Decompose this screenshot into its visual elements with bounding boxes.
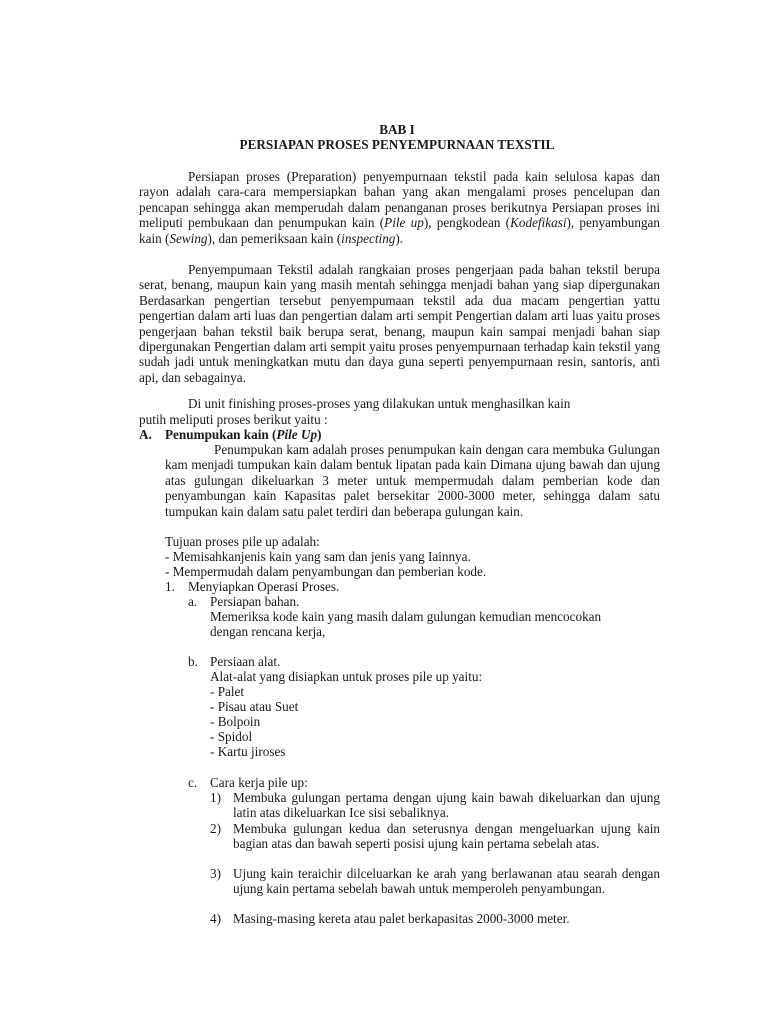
item-b-intro: Alat-alat yang disiapkan untuk proses pile up yaitu: [210, 669, 483, 684]
step-1-title: Menyiapkan Operasi Proses. [188, 579, 340, 594]
tujuan-title: Tujuan proses pile up adalah: [165, 534, 320, 549]
tool-item: - Bolpoin [210, 714, 261, 729]
definition-paragraph [139, 262, 660, 385]
item-c-title: Cara kerja pile up: [210, 775, 308, 790]
finishing-intro-line2: putih meliputi proses berikut yaitu : [139, 412, 328, 427]
item-a-line: dengan rencana kerja, [210, 624, 326, 639]
section-a-title-1: Penumpukan kain ( [165, 427, 277, 442]
work-step-marker: 4) [210, 911, 221, 926]
definition-text: Penyempumaan Tekstil adalah rangkaian proses pengerjaan pada bahan tekstil berupa serat, benang, maupun kain yang masih mentah sehingga menjadi bahan yang siap dipergunakan Berdasarkan pengertian tersebut penyempumaan tekstil ada dua macam pengertian yattu pengertian dalam arti luas dan pengertian dalam arti sempit Pengertian dalam arti luas yaitu proses pengerjaan bahan tekstil baik berupa serat, benang, maupun kain sampai menjadi bahan siap dipergunakan Pengertian dalam arti sempit yaitu proses penyempurnaan terhadap kain tekstil yang sudah jadi untuk meningkatkan mutu dan daya guna seperti penyempurnaan resin, santoris, anti api, dan sebagainya. [139, 262, 660, 385]
section-a-paragraph [165, 442, 660, 519]
intro-text-1: Persiapan proses (Preparation) penyempurnaan tekstil pada kain selulosa kapas dan rayon adalah cara-cara mempersiapkan bahan yang akan mengalami proses pencelupan dan pencapan sehingga akan memperudah dalam penanganan proses berikutnya Persiapan proses ini meliputi pembukaan dan penumpukan kain ( [139, 169, 660, 231]
work-step-marker: 2) [210, 821, 221, 836]
tool-item: - Kartu jiroses [210, 744, 286, 759]
step-1-marker: 1. [165, 579, 175, 594]
intro-paragraph [139, 169, 660, 246]
finishing-intro-line1: Di unit finishing proses-proses yang dilakukan untuk menghasilkan kain [188, 396, 571, 411]
term-kodefikasi: Kodefikasi [510, 215, 567, 231]
work-step-text: Membuka gulungan pertama dengan ujung kain bawah dikeluarkan dan ujung latin atas dikeluarkan Ice sisi sebaliknya. [233, 790, 660, 821]
tool-item: - Palet [210, 684, 245, 699]
chapter-title: PERSIAPAN PROSES PENYEMPURNAAN TEXSTIL [239, 137, 555, 152]
intro-text-2: ), pengkodean ( [423, 215, 511, 231]
term-sewing: Sewing [169, 230, 208, 246]
work-step-marker: 1) [210, 790, 221, 805]
tujuan-item: - Memisahkanjenis kain yang sam dan jenis yang Iainnya. [165, 549, 471, 564]
tujuan-item: - Mempermudah dalam penyambungan dan pemberian kode. [165, 564, 487, 579]
work-step-text: Membuka gulungan kedua dan seterusnya dengan mengeluarkan ujung kain bagian atas dan bawah seperti posisi ujung kain pertama sebelah atas. [233, 821, 660, 852]
tool-item: - Pisau atau Suet [210, 699, 299, 714]
chapter-label: BAB I [379, 122, 415, 137]
item-b-marker: b. [188, 654, 198, 669]
work-step-text: Ujung kain teraichir dilceluarkan ke arah yang berlawanan atau searah dengan ujung kain pertama sebelah bawah untuk memperoleh penyambungan. [233, 866, 660, 897]
intro-text-5: ). [395, 230, 404, 246]
intro-text-4: ), dan pemeriksaan kain ( [207, 230, 342, 246]
section-a-title-italic: Pile Up [276, 427, 318, 442]
item-a-line: Memeriksa kode kain yang masih dalam gulungan kemudian mencocokan [210, 609, 602, 624]
item-c-marker: c. [188, 775, 198, 790]
item-b-title: Persiaan alat. [210, 654, 281, 669]
tool-item: - Spidol [210, 729, 253, 744]
term-pile-up: Pile up [384, 215, 424, 231]
work-step-text: Masing-masing kereta atau palet berkapasitas 2000-3000 meter. [233, 911, 570, 926]
section-a-marker: A. [139, 427, 152, 442]
work-step-marker: 3) [210, 866, 221, 881]
term-inspecting: inspecting [341, 230, 396, 246]
section-a-heading [165, 427, 321, 442]
section-a-text: Penumpukan kam adalah proses penumpukan kain dengan cara membuka Gulungan kam menjadi tumpukan kain dalam bentuk lipatan pada kain Dimana ujung bawah dan ujung atas gulungan dikeluarkan 3 meter untuk mempermudah dalam pemberian kode dan penyambungan kain Kapasitas palet bersekitar 2000-3000 meter, sehingga dalam satu tumpukan kain dalam satu palet terdiri dan beberapa gulungan kain. [165, 442, 660, 519]
intro-text-3: ), penyambungan kain ( [139, 215, 660, 246]
section-a-title-2: ) [317, 427, 322, 442]
item-a-title: Persiapan bahan. [210, 594, 300, 609]
item-a-marker: a. [188, 594, 198, 609]
